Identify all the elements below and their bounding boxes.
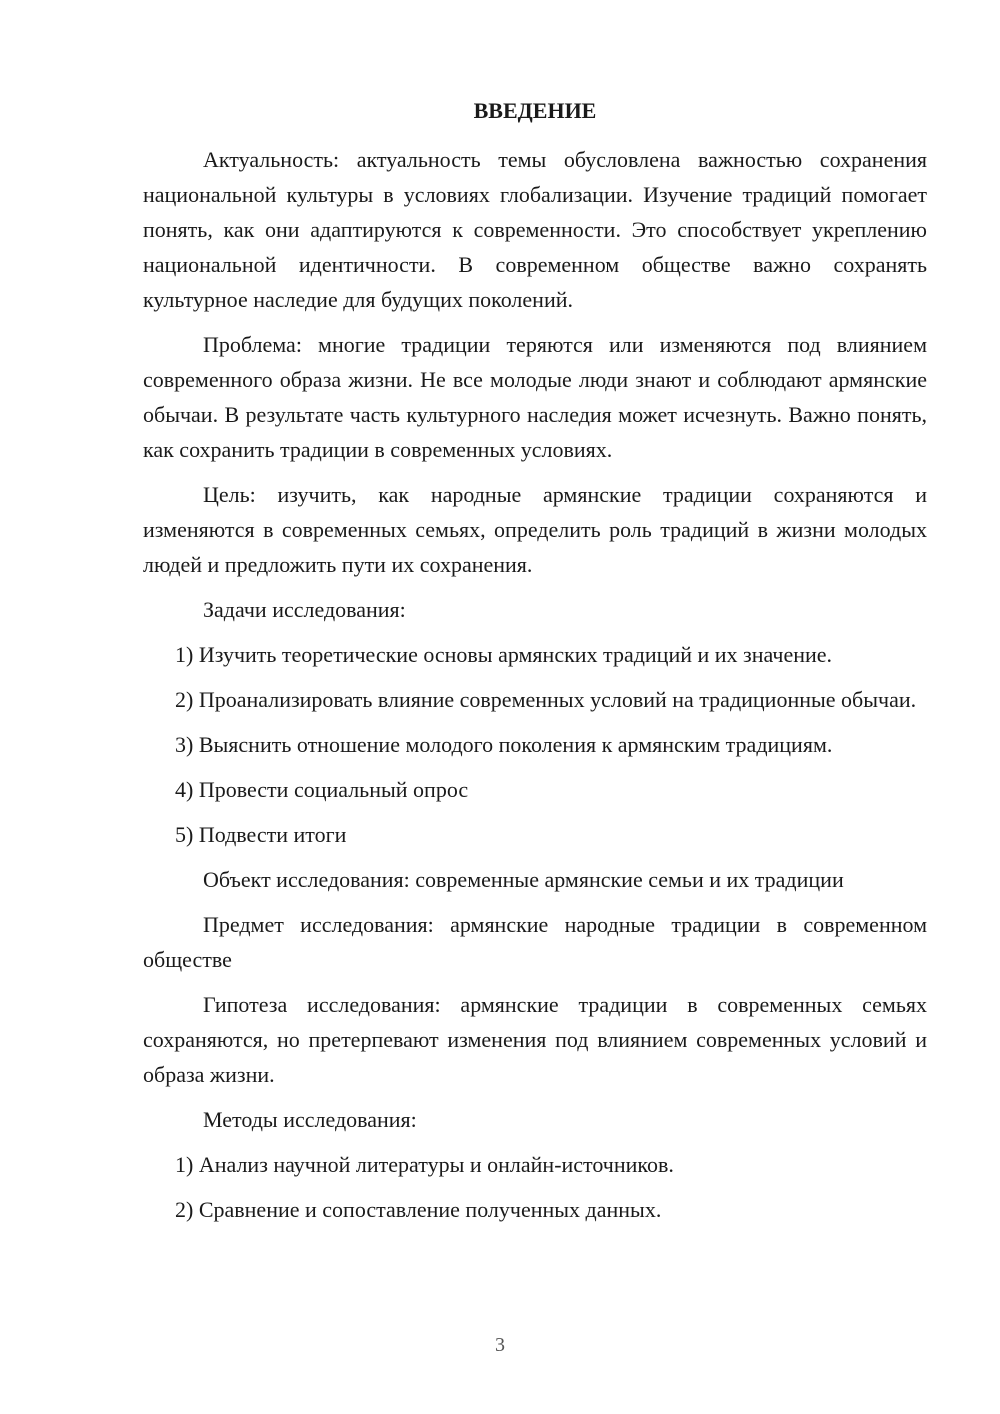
goal-paragraph: Цель: изучить, как народные армянские традиции сохраняются и изменяются в современных семьях, определить роль традиций в жизни молодых людей и предложить пути их сохранения.: [143, 482, 927, 577]
task-item: 1) Изучить теоретические основы армянских традиций и их значение.: [175, 642, 833, 667]
problem-paragraph: Проблема: многие традиции теряются или изменяются под влиянием современного образа жизни. Не все молодые люди знают и соблюдают армянские обычаи. В результате часть культурного наследия может исчезнуть. Важно понять, как сохранить традиции в современных условиях.: [143, 332, 927, 462]
task-item: 5) Подвести итоги: [175, 822, 347, 847]
object-paragraph: Объект исследования: современные армянские семьи и их традиции: [203, 867, 844, 892]
relevance-paragraph: Актуальность: актуальность темы обусловлена важностью сохранения национальной культуры в условиях глобализации. Изучение традиций помогает понять, как они адаптируются к современности. Это способствует укреплению национальной идентичности. В современном обществе важно сохранять культурное наследие для будущих поколений.: [143, 147, 927, 312]
methods-title: Методы исследования:: [203, 1107, 417, 1132]
tasks-title: Задачи исследования:: [203, 597, 406, 622]
method-item: 1) Анализ научной литературы и онлайн-источников.: [175, 1152, 674, 1177]
method-item: 2) Сравнение и сопоставление полученных данных.: [175, 1197, 662, 1222]
task-item: 4) Провести социальный опрос: [175, 777, 469, 802]
hypothesis-paragraph: Гипотеза исследования: армянские традиции в современных семьях сохраняются, но претерпевают изменения под влиянием современных условий и образа жизни.: [143, 992, 927, 1087]
task-item: 2) Проанализировать влияние современных условий на традиционные обычаи.: [175, 687, 917, 712]
page-content: [143, 93, 927, 1237]
page-number: 3: [495, 1334, 505, 1356]
subject-paragraph: Предмет исследования: армянские народные традиции в современном обществе: [143, 912, 927, 972]
section-heading: ВВЕДЕНИЕ: [473, 98, 597, 123]
task-item: 3) Выяснить отношение молодого поколения к армянским традициям.: [175, 732, 833, 757]
